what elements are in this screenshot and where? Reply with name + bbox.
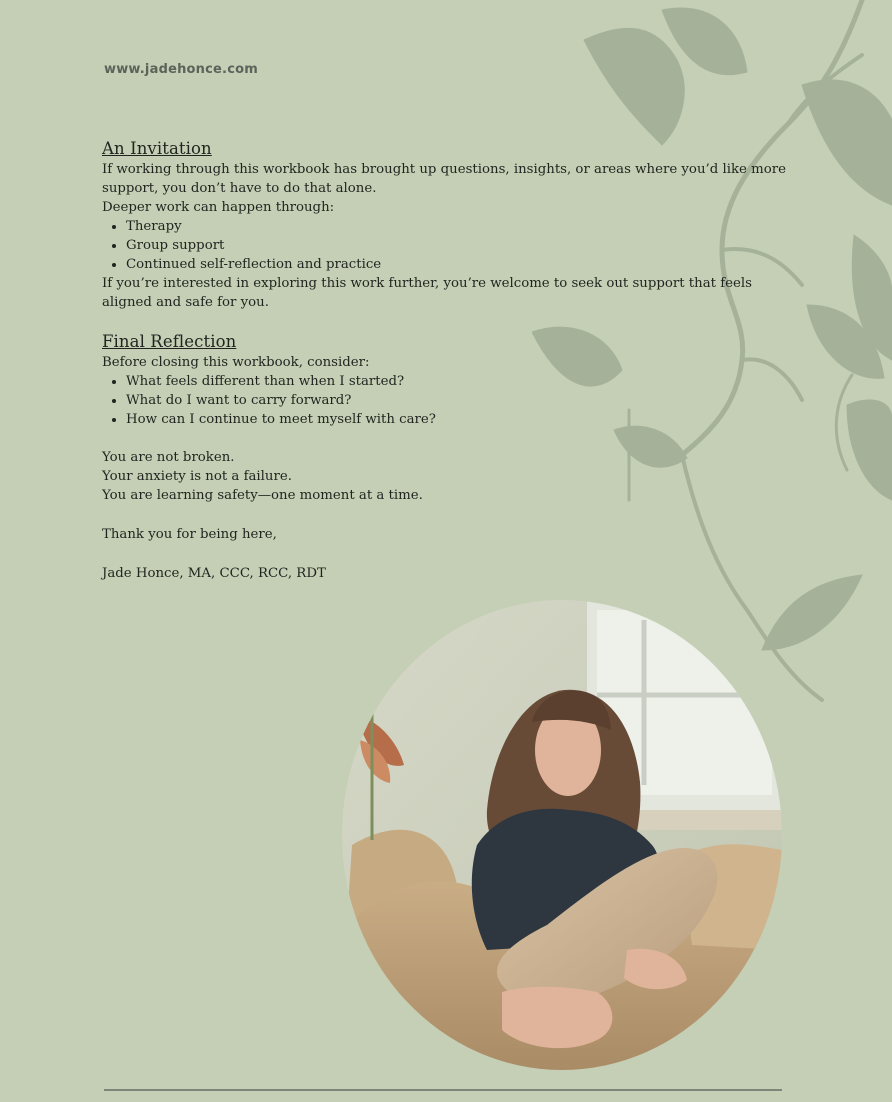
author-signature: Jade Honce, MA, CCC, RCC, RDT: [102, 566, 326, 581]
closing-thanks: Thank you for being here,: [102, 527, 277, 542]
support-option: • Group support: [126, 236, 792, 255]
reflection-intro: Before closing this workbook, consider:: [102, 355, 370, 370]
section-spacer: [102, 312, 792, 332]
support-option: • Therapy: [126, 217, 792, 236]
affirmation-line: Your anxiety is not a failure.: [102, 469, 292, 484]
support-option: • Continued self-reflection and practice: [126, 255, 792, 274]
reflection-question: • What feels different than when I started?: [126, 372, 792, 391]
main-content: [102, 139, 792, 583]
author-portrait-photo: [342, 600, 782, 1070]
invitation-paragraph-3: If you’re interested in exploring this work further, you’re welcome to seek out support that feels aligned and safe for you.: [102, 276, 752, 310]
invitation-paragraph-1: If working through this workbook has brought up questions, insights, or areas where you’d like more support, you don’t have to do that alone.: [102, 162, 786, 196]
invitation-heading: An Invitation: [102, 139, 212, 158]
affirmation-spacer: [102, 429, 792, 448]
thanks-spacer: [102, 505, 792, 525]
reflection-question: • How can I continue to meet myself with care?: [126, 410, 792, 429]
support-options-list: [102, 217, 792, 274]
website-url: www.jadehonce.com: [104, 62, 258, 77]
footer-divider: [104, 1089, 782, 1091]
invitation-paragraph-2: Deeper work can happen through:: [102, 200, 335, 215]
reflection-question: • What do I want to carry forward?: [126, 391, 792, 410]
affirmation-line: You are learning safety—one moment at a time.: [102, 488, 423, 503]
final-reflection-heading: Final Reflection: [102, 332, 237, 351]
signature-spacer: [102, 544, 792, 564]
reflection-questions-list: [102, 372, 792, 429]
affirmation-line: You are not broken.: [102, 450, 235, 465]
